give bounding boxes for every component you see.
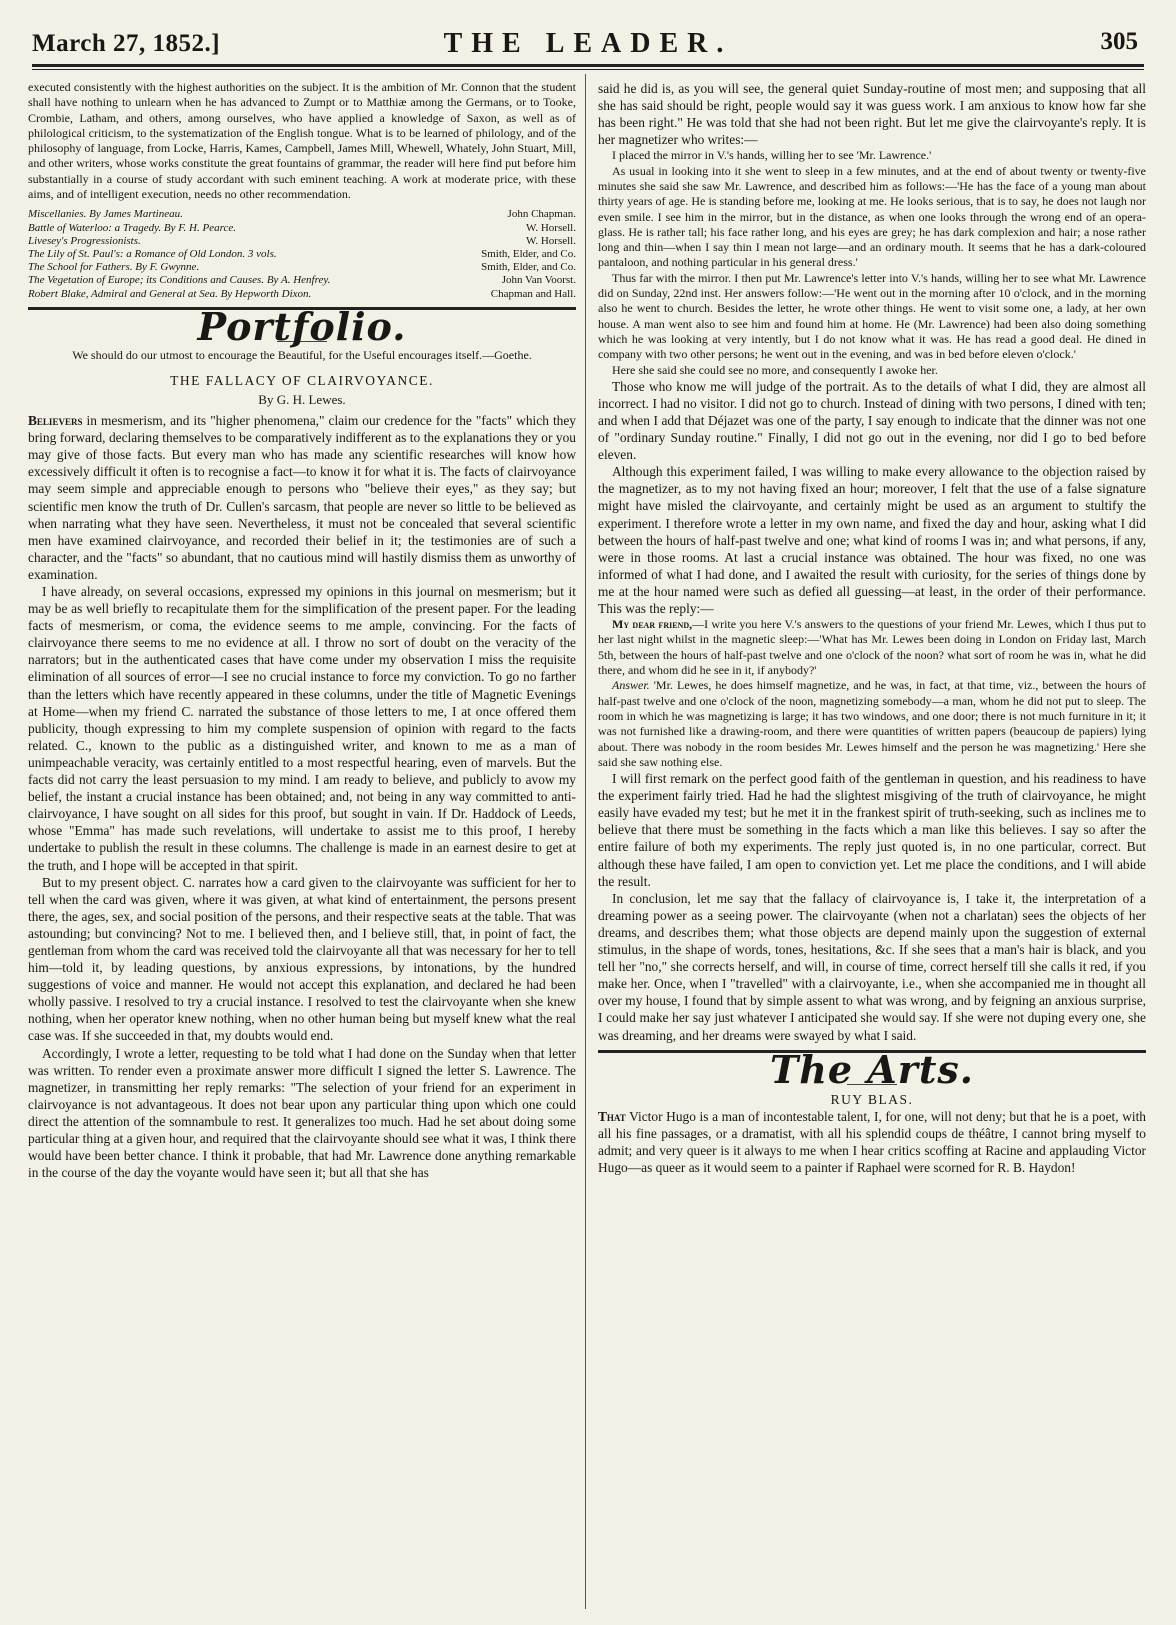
book-row (28, 274, 576, 287)
quoted-answer (598, 678, 1146, 770)
book-title: The Vegetation of Europe; its Conditions and Causes. By A. Henfrey. (28, 274, 331, 287)
page-number: 305 (1100, 28, 1138, 55)
article-paragraph: In conclusion, let me say that the fallacy of clairvoyance is, I take it, the interpretation of a dreaming power as a seeing power. The clairvoyante (when not a charlatan) sees the objects of her dreams, and describes them; what those objects are depend mainly upon the suggestion of external stimulus, in the shape of words, tones, hesitations, &c. If she sees that a man's hair is black, and you tell her "no," she corrects herself, and will, in course of time, correct herself till she calls it red, if you make her. Once, when I "travelled" with a clairvoyante, i.e., when she accompanied me in thought all over my house, I found that by simple assent to what was wrong, and by feigning an anxious surprise, I could make her say just whatever I anticipated she would say. If she were not duping every one, she was dreaming, and her dreams were swayed by what I said. (598, 890, 1146, 1043)
book-row (28, 208, 576, 221)
newspaper-page (18, 14, 1158, 1614)
quoted-letter (598, 617, 1146, 678)
masthead (32, 24, 1144, 64)
article-paragraph: Although this experiment failed, I was willing to make every allowance to the objection raised by the magnetizer, as to my not having fixed an hour; moreover, I felt that the use of a false signature might have misled the clairvoyante, and certainly might be used as an argument to stultify the experiment. I therefore wrote a letter in my own name, and fixed the day and hour, asking what I did between the hours of half-past twelve and one; what kind of rooms I was in; and what persons, if any, were in those rooms. At last a crucial instance was obtained. The hour was fixed, no one was informed of what I had done, and I awaited the result with curiosity, for the series of things done by me at the hour named were such as defied all guessing—at least, in the order of their performance. This was the reply:— (598, 464, 1146, 617)
article-paragraph (28, 412, 576, 583)
book-title: Livesey's Progressionists. (28, 234, 141, 247)
book-publisher: John Chapman. (507, 208, 576, 221)
book-publisher: W. Horsell. (525, 234, 576, 247)
article-title: RUY BLAS. (830, 1091, 914, 1107)
issue-date: March 27, 1852.] (32, 30, 221, 57)
review-closing-paragraph: executed consistently with the highest authorities on the subject. It is the ambition of Mr. Connon that the student shall have nothing to unlearn when he has advanced to Zumpt or to Matthiæ among the Germans, or to Tooke, Crombie, Latham, and others, among ourselves, who have applied a knowledge of Saxon, as well as of philological criticism, to the systematization of the English tongue. What is to be learned of philology, and of the philosophy of language, from Locke, Harris, Kames, Campbell, James Mill, Whewell, Whately, John Stuart, Mill, and other writers, whose works constitute the great fountains of grammar, the reader will here find put before him substantially in a course of study accordant with such eminent teaching. A work at moderate price, with these aims, and of intelligent execution, needs no other recommendation. (28, 80, 576, 202)
article-title: THE FALLACY OF CLAIRVOYANCE. (170, 372, 434, 388)
books-received-list (28, 208, 576, 300)
section-heading-portfolio: Portfolio. (197, 303, 407, 349)
article-paragraph: Those who know me will judge of the portrait. As to the details of what I did, they are almost all incorrect. I had no visitor. I did not go to church. Instead of dining with two persons, I dined with ten; and when I add that Déjazet was one of the party, I say enough to indicate that the dinner was not one of "ordinary Sunday routine." Finally, I did not go out in the evening, nor did I go to bed before eleven. (598, 378, 1146, 463)
epigraph: We should do our utmost to encourage the Beautiful, for the Useful encourages itself.—Goethe. (72, 347, 532, 362)
article-byline: By G. H. Lewes. (258, 391, 346, 407)
article-paragraph: But to my present object. C. narrates how a card given to the clairvoyante was sufficient for her to tell when the card was given, where it was given, at what kind of entertainment, the persons present there, the ages, sex, and social position of the persons, and their respective seats at the table. That was astounding; but convincing? Not to me. I believed then, and I believe still, that, in point of fact, the gentleman from whom the card was received told the clairvoyante all that was necessary for her to tell him—told it, by leading questions, by anxious expressions, by intonations, by the hundred suggestions of voice and manner. He would not accept this explanation, and declared he had been wholly passive. I resolved to try a crucial instance. I resolved to test the clairvoyante when she knew nothing, when her operator knew nothing, when no other human being but myself knew what the real case was. If she succeeded in that, my doubts would end. (28, 874, 576, 1044)
book-title: Battle of Waterloo: a Tragedy. By F. H. Pearce. (28, 221, 236, 234)
book-row (28, 261, 576, 274)
answer-text: 'Mr. Lewes, he does himself magnetize, and he was, in fact, at that time, viz., between the hours of half-past twelve and one o'clock of the noon, magnetizing somebody—a man, whom he did not put to sleep. The room in which he was magnetizing is large; it has two windows, and one door; there is not much furniture in it; it was not furnished like a drawing-room, and there were quantities of written papers (beaucoup de papiers) lying about. There was nobody in the room besides Mr. Lewes himself and the person he was magnetizing.' Here she said she saw nothing else. (598, 678, 1146, 769)
lead-word: That (598, 1108, 626, 1124)
article-paragraph: Accordingly, I wrote a letter, requesting to be told what I had done on the Sunday when that letter was written. To render even a proximate answer more difficult I signed the letter S. Lawrence. The magnetizer, in transmitting her reply remarks: "The selection of your friend for an experiment in clairvoyance is not advantageous. It does not bear upon any particular thing upon which one could direct the attention of the somnambule to rest. It generalizes too much. Had he set about doing some particular thing at a given hour, and required that the clairvoyante should see what it was, I think there would have been better chance. I think it probable, that had Mr. Lawrence done anything remarkable in the course of the day the voyante would have seen it; but all that she has (28, 1045, 576, 1181)
column-divider (585, 74, 586, 1609)
book-row (28, 235, 576, 248)
book-title: The School for Fathers. By F. Gwynne. (28, 261, 200, 274)
book-row (28, 222, 576, 235)
book-title: The Lily of St. Paul's: a Romance of Old London. 3 vols. (28, 247, 277, 260)
book-title: Miscellanies. By James Martineau. (28, 208, 183, 221)
quoted-paragraph: Thus far with the mirror. I then put Mr. Lawrence's letter into V.'s hands, willing her to see what Mr. Lawrence did on Sunday, 22nd inst. Her answers follow:—'He went out in the morning after 10 o'clock, and in the morning also he went to church. Besides the letter, he wrote other things. He went to visit some one, a lady, at her own house. A man went also to see him and found him at home. He (Mr. Lawrence) had been also doing something which he was looking at very intently, but I do not know what it was. He has read a good deal. He dined in company with two other persons; he went out in the evening, and was in bed before eleven o'clock.' (598, 270, 1146, 362)
left-column (28, 80, 576, 1610)
article-paragraph (598, 1108, 1146, 1176)
book-publisher: Chapman and Hall. (490, 287, 576, 300)
book-row (28, 248, 576, 261)
letter-text: —I write you here V.'s answers to the questions of your friend Mr. Lewes, which I thus put to her last night whilst in the magnetic sleep:—'What has Mr. Lewes been doing in London on Friday last, March 5th, between the hours of half-past twelve and one o'clock of the noon? what sort of room he was in, what he did there, and whom did he see in it, if anybody?' (598, 617, 1146, 678)
paragraph-text: Victor Hugo is a man of incontestable talent, I, for one, will not deny; but that he is a poet, with all his fine passages, or a dramatist, with all his splendid coups de théâtre, I cannot bring myself to admit; and very queer is it always to me when I hear critics scoffing at Racine and applauding Victor Hugo—as queer as it would seem to a painter if Raphael were scorned for R. B. Haydon! (598, 1108, 1146, 1176)
quoted-paragraph: Here she said she could see no more, and consequently I awoke her. (612, 362, 938, 377)
book-publisher: Smith, Elder, and Co. (481, 261, 576, 274)
article-paragraph: I will first remark on the perfect good faith of the gentleman in question, and his readiness to have the experiment fairly tried. Had he had the slightest misgiving of the truth of clairvoyance, he might easily have evaded my test; but he met it in the frankest spirit of truth-seeking, such as inclines me to believe that there must be something in the facts which a man like this believes. I say so after the entire failure of both my experiments. The reply just quoted is, in no one particular, correct. But although these have failed, I am open to conviction yet. Let me place the conditions, and I will abide the result. (598, 771, 1146, 889)
book-publisher: John Van Voorst. (501, 274, 576, 287)
quoted-paragraph: As usual in looking into it she went to sleep in a few minutes, and at the end of about twenty or twenty-five minutes she said she saw Mr. Lawrence, and described him as follows:—'He has the face of a young man about thirty years of age. He is standing before me, looking at me. He looks serious, that is to say, he does not laugh nor even smile. I see him in the mirror, but in the distance, as when one looks through the wrong end of an opera-glass. He is rather tall; his face rather long, and his eyes are grey; he has dark complexion and hair; a nose rather long and thin—when I say thin I mean not large—and an ordinary mouth. It seems that he has a dark-coloured pantaloon, and nothing particular in his general dress.' (598, 163, 1146, 270)
book-row (28, 288, 576, 301)
quoted-paragraph: I placed the mirror in V.'s hands, willing her to see 'Mr. Lawrence.' (612, 148, 932, 163)
newspaper-title: THE LEADER. (443, 28, 733, 59)
book-publisher: W. Horsell. (525, 221, 576, 234)
article-paragraph: said he did is, as you will see, the general quiet Sunday-routine of most men; and supposing that all she has said should be right, people would say it was guess work. I am anxious to know how far she has been right." He was told that she had not been right. But let me give the clairvoyante's reply. It is her magnetizer who writes:— (598, 81, 1146, 148)
letter-salutation: My dear friend, (612, 617, 693, 632)
book-publisher: Smith, Elder, and Co. (481, 247, 576, 260)
section-heading-arts: The Arts. (770, 1046, 974, 1092)
right-column (598, 80, 1146, 1610)
paragraph-text: in mesmerism, and its "higher phenomena," claim our credence for the "facts" which they bring forward, declaring themselves to be comparatively indifferent as to the explanations they or you may give of those facts. But every man who has made any scientific researches will know how excessively difficult it often is to recognise a fact—to know it for what it is. The facts of clairvoyance may seem simple and appreciable enough to persons who "believe their eyes," as they say; but scientific men know the truth of Dr. Cullen's sarcasm, that people are never so little to be believed as when narrating what they have seen. Nevertheless, it must not be concealed that several scientific men have examined clairvoyance, and recorded their belief in it; the testimonies are of such a character, and the "facts" so abundant, that no cautious mind will hastily dismiss them as unworthy of examination. (28, 413, 576, 582)
masthead-rule (32, 64, 1144, 70)
article-paragraph: I have already, on several occasions, expressed my opinions in this journal on mesmerism; but it may be as well briefly to recapitulate them for the simplification of the present paper. For the leading facts of mesmerism, or coma, the evidence seems to me ample, convincing. For the facts of clairvoyance there seems to me no evidence at all. I throw no sort of doubt on the veracity of the narrators; but in the authenticated cases that have come under my observation I miss the requisite elimination of all sources of error—I see no crucial instance to force my conviction. To go no farther than the letters which have recently appeared in these columns, under the title of Magnetic Evenings at Home—when my friend C. narrated the substance of those letters to me, I at once offered them publicity, though expressing to him my complete suspension of opinion with regard to the facts related. C., known to the public as a distinguished writer, and known to me as a man of unimpeachable veracity, was certainly entitled to a most respectful hearing, even of marvels. But the facts did not carry the least persuasion to my mind. I am ready to believe, and publicly to avow my belief, the instant a crucial instance has been obtained; and, not being in any way committed to anti-clairvoyance, I have sought on all sides for this proof, but sought in vain. If Dr. Haddock of Leeds, whose "Emma" has made such revelations, will undertake to assist me to this proof, I hereby undertake to publish the result in these columns. The challenge is made in an earnest desire to get at the truth, and I hope will be accepted in that spirit. (28, 584, 576, 873)
answer-label: Answer. (612, 678, 650, 693)
book-title: Robert Blake, Admiral and General at Sea. By Hepworth Dixon. (28, 287, 312, 300)
lead-word: Believers (28, 413, 83, 429)
